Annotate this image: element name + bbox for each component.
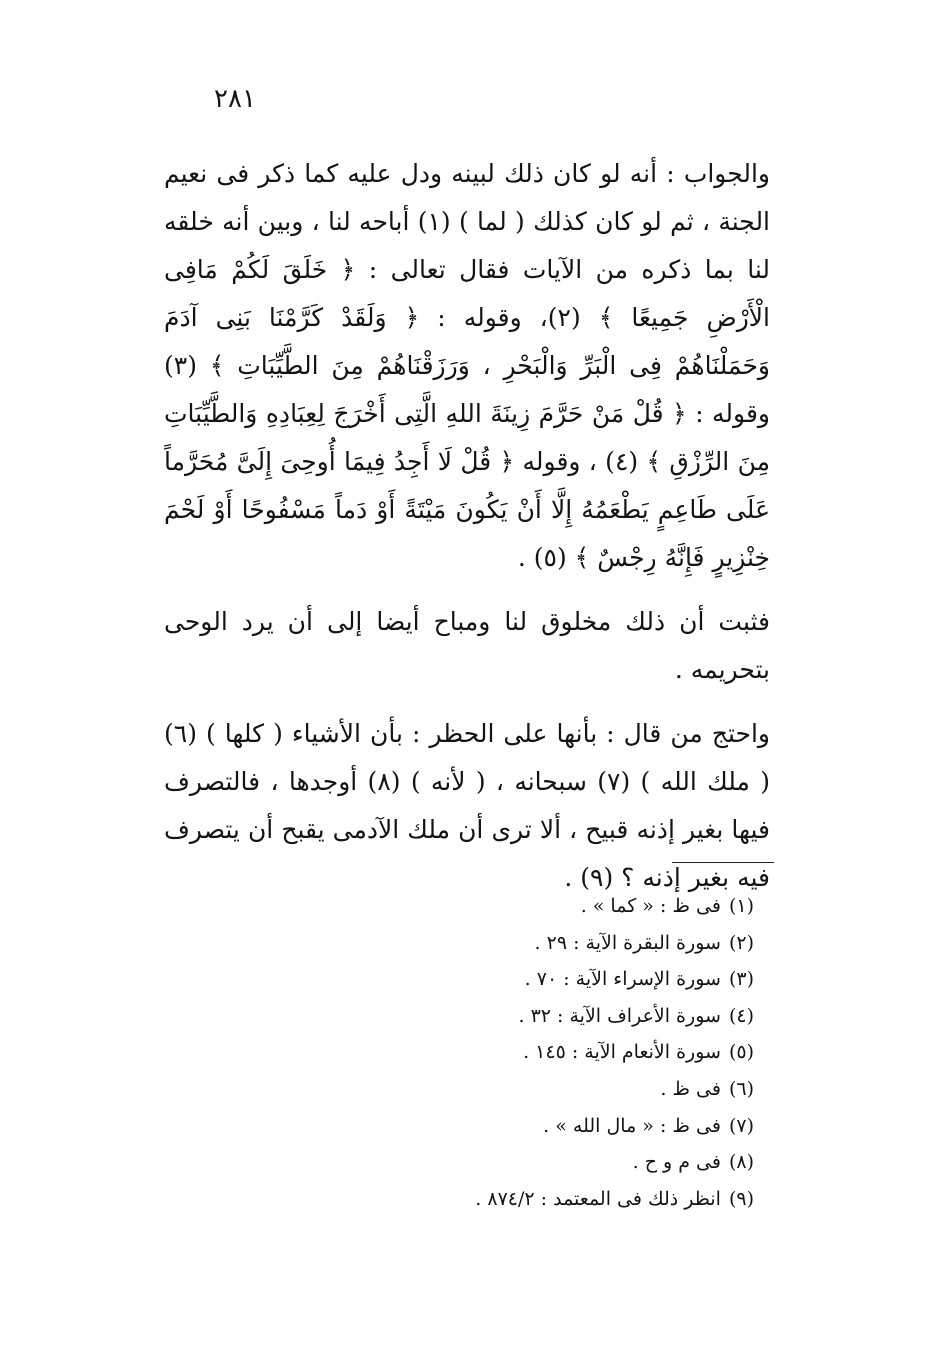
footnote-text: سورة الأعراف الآية : ٣٢ . [518, 1004, 721, 1027]
footnote-text: سورة البقرة الآية : ٢٩ . [534, 931, 721, 954]
footnote [300, 1071, 754, 1108]
footnote-text: فى ظ . [660, 1077, 721, 1100]
paragraph-answer: والجواب : أنه لو كان ذلك لبينه ودل عليه كما ذكر فى نعيم الجنة ، ثم لو كان كذلك ( لما ) (١) أباحه لنا ، وبين أنه خلقه لنا بما ذكره من الآيات فقال تعالى : ﴿ خَلَقَ لَكُمْ مَافِى الْأَرْضِ جَمِيعًا ﴾ (٢)، وقوله : ﴿ وَلَقَدْ كَرَّمْنَا بَنِى آدَمَ وَحَمَلْنَاهُمْ فِى الْبَرِّ وَالْبَحْرِ ، وَرَزَقْنَاهُمْ مِنَ الطَّيِّبَاتِ ﴾ (٣) وقوله : ﴿ قُلْ مَنْ حَرَّمَ زِينَةَ اللهِ الَّتِى أَخْرَجَ لِعِبَادِهِ وَالطَّيِّبَاتِ مِنَ الرِّزْقِ ﴾ (٤) ، وقوله ﴿ قُلْ لَا أَجِدُ فِيمَا أُوحِىَ إِلَىَّ مُحَرَّماً عَلَى طَاعِمٍ يَطْعَمُهُ إِلَّا أَنْ يَكُونَ مَيْتَةً أَوْ دَماً مَسْفُوحًا أَوْ لَحْمَ خِنْزِيرٍ فَإِنَّهُ رِجْسٌ ﴾ (٥) . [164, 159, 771, 572]
footnote-number: (٧) [728, 1114, 754, 1137]
footnote [300, 1034, 754, 1071]
footnote [300, 961, 754, 998]
footnote-number: (١) [728, 895, 754, 917]
page-number: ٢٨١ [214, 84, 256, 114]
footnote-number: (٥) [728, 1041, 754, 1064]
footnote-number: (٨) [728, 1151, 754, 1174]
footnote-number: (٩) [728, 1187, 754, 1210]
footnote-text: سورة الأنعام الآية : ١٤٥ . [523, 1041, 721, 1064]
footnote-text: سورة الإسراء الآية : ٧٠ . [524, 968, 721, 991]
footnote-text: فى ظ : « مال الله » . [543, 1114, 721, 1137]
footnote-number: (٣) [728, 968, 754, 991]
footnote [300, 888, 754, 925]
footnote [300, 1181, 754, 1218]
footnote [300, 1144, 754, 1181]
footnote-number: (٤) [728, 1004, 754, 1027]
footnote-text: فى ظ : « كما » . [580, 895, 721, 917]
paragraph-argument: واحتج من قال : بأنها على الحظر : بأن الأشياء ( كلها ) (٦) ( ملك الله ) (٧) سبحانه ، ( لأنه ) (٨) أوجدها ، فالتصرف فيها بغير إذنه قبيح ، ألا ترى أن ملك الآدمى يقبح أن يتصرف فيه بغير إذنه ؟ (٩) . [164, 719, 770, 892]
footnote-number: (٢) [728, 931, 754, 954]
footnotes-list [300, 888, 754, 1217]
footnote [300, 925, 754, 962]
main-text [164, 150, 770, 902]
footnote [300, 1108, 754, 1145]
footnote-number: (٦) [728, 1077, 754, 1100]
footnote-text: فى م و ح . [632, 1151, 721, 1174]
footnote-text: انظر ذلك فى المعتمد : ٨٧٤/٢ . [475, 1187, 721, 1210]
paragraph-conclusion: فثبت أن ذلك مخلوق لنا ومباح أيضا إلى أن يرد الوحى بتحريمه . [164, 607, 770, 684]
footnote [300, 998, 754, 1035]
footnote-divider [672, 862, 774, 863]
